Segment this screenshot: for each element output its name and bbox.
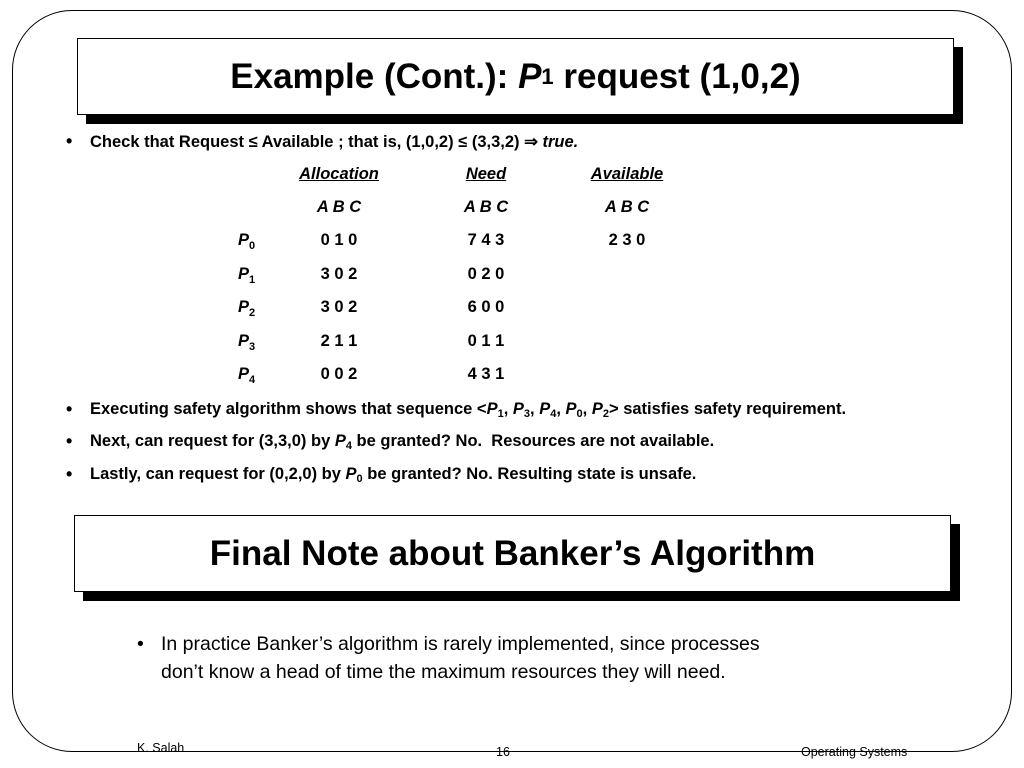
- process-index: 4: [249, 374, 256, 386]
- process-index: 0: [249, 240, 256, 252]
- safe-sequence: [487, 400, 609, 418]
- process-index: 1: [249, 273, 256, 286]
- cell-need: 0 1 1: [467, 331, 505, 350]
- subheader-available: A B C: [604, 198, 650, 216]
- bullet-dot: •: [66, 399, 73, 419]
- process-index: 2: [249, 307, 256, 319]
- title-process-sub: 1: [541, 63, 554, 89]
- process-letter: P: [238, 264, 250, 283]
- bullet-dot: •: [137, 633, 144, 655]
- bullet2-post: > satisfies safety requirement.: [608, 400, 847, 418]
- cell-need: 6 0 0: [467, 298, 505, 316]
- footer-author: K. Salah: [137, 741, 185, 755]
- bullet3-pre: Next, can request for (3,3,0) by: [90, 432, 335, 450]
- title-suffix: request (1,0,2): [553, 56, 801, 96]
- bullet4-sub: 0: [356, 473, 363, 485]
- sequence-process: P: [486, 400, 498, 418]
- title-prefix: Example (Cont.):: [230, 56, 519, 96]
- process-letter: P: [238, 298, 250, 316]
- bullet-dot: •: [66, 131, 73, 151]
- slide-title: [77, 38, 954, 115]
- section-title: [74, 515, 951, 592]
- sequence-process-index: 2: [602, 408, 609, 420]
- sequence-process: P: [565, 400, 577, 418]
- process-label: [238, 265, 255, 286]
- sequence-process: P: [512, 400, 524, 418]
- sequence-separator: ,: [530, 400, 540, 418]
- bullet3-sub: 4: [345, 440, 352, 452]
- cell-allocation: 3 0 2: [320, 298, 358, 316]
- cell-allocation: 0 1 0: [320, 231, 358, 249]
- note-line-2: don’t know a head of time the maximum resources they will need.: [161, 661, 726, 683]
- bullet2-pre: Executing safety algorithm shows that sequence <: [90, 400, 487, 418]
- cell-need: 4 3 1: [467, 365, 505, 383]
- note-line-1: In practice Banker’s algorithm is rarely implemented, since processes: [161, 633, 760, 655]
- process-letter: P: [238, 331, 250, 350]
- header-available: Available: [590, 165, 664, 183]
- sequence-separator: ,: [503, 400, 513, 418]
- footer-page-number: 16: [496, 745, 510, 759]
- practice-note: [137, 630, 760, 686]
- sequence-process: P: [591, 400, 603, 418]
- process-letter: P: [238, 365, 250, 383]
- sequence-separator: ,: [582, 400, 592, 418]
- header-need: Need: [465, 165, 507, 183]
- footer-course: Operating Systems: [801, 745, 908, 759]
- bullet4-pre: Lastly, can request for (0,2,0) by: [90, 465, 346, 483]
- process-label: [238, 231, 255, 252]
- bullet-p4-request: [66, 431, 715, 452]
- subheader-need: A B C: [463, 198, 509, 216]
- sequence-process: P: [539, 400, 551, 418]
- bullet1-text: Check that Request ≤ Available ; that is, (1,0,2) ≤ (3,3,2) ⇒: [90, 133, 543, 151]
- sequence-process-index: 0: [576, 408, 583, 420]
- subheader-allocation: A B C: [316, 198, 362, 216]
- cell-need: 0 2 0: [467, 264, 505, 283]
- process-label: [238, 365, 255, 386]
- bullet-request-check: [66, 131, 579, 152]
- bullet4-process: P: [345, 465, 357, 483]
- cell-available: 2 3 0: [608, 231, 646, 249]
- sequence-separator: ,: [556, 400, 566, 418]
- bullet4-post: be granted? No. Resulting state is unsafe.: [362, 465, 697, 483]
- process-letter: P: [238, 231, 250, 249]
- bullet1-emph: true.: [542, 133, 579, 151]
- process-label: [238, 298, 255, 319]
- cell-allocation: 3 0 2: [320, 264, 358, 283]
- header-allocation: Allocation: [299, 165, 379, 183]
- bullet3-post: be granted? No. Resources are not available.: [351, 432, 715, 450]
- bullet3-process: P: [334, 432, 346, 450]
- bullet-dot: •: [66, 431, 73, 451]
- process-index: 3: [249, 340, 256, 353]
- sequence-process-index: 1: [497, 408, 504, 420]
- section-title-text: Final Note about Banker’s Algorithm: [209, 533, 816, 573]
- cell-allocation: 0 0 2: [320, 365, 358, 383]
- bullet-p0-request: [66, 464, 697, 485]
- process-label: [238, 332, 255, 353]
- cell-need: 7 4 3: [467, 231, 505, 249]
- sequence-process-index: 4: [550, 408, 557, 420]
- bullet-dot: •: [66, 464, 73, 484]
- bullet-safety-sequence: [66, 399, 847, 420]
- title-process: P: [518, 56, 542, 96]
- cell-allocation: 2 1 1: [320, 331, 358, 350]
- sequence-process-index: 3: [523, 408, 531, 420]
